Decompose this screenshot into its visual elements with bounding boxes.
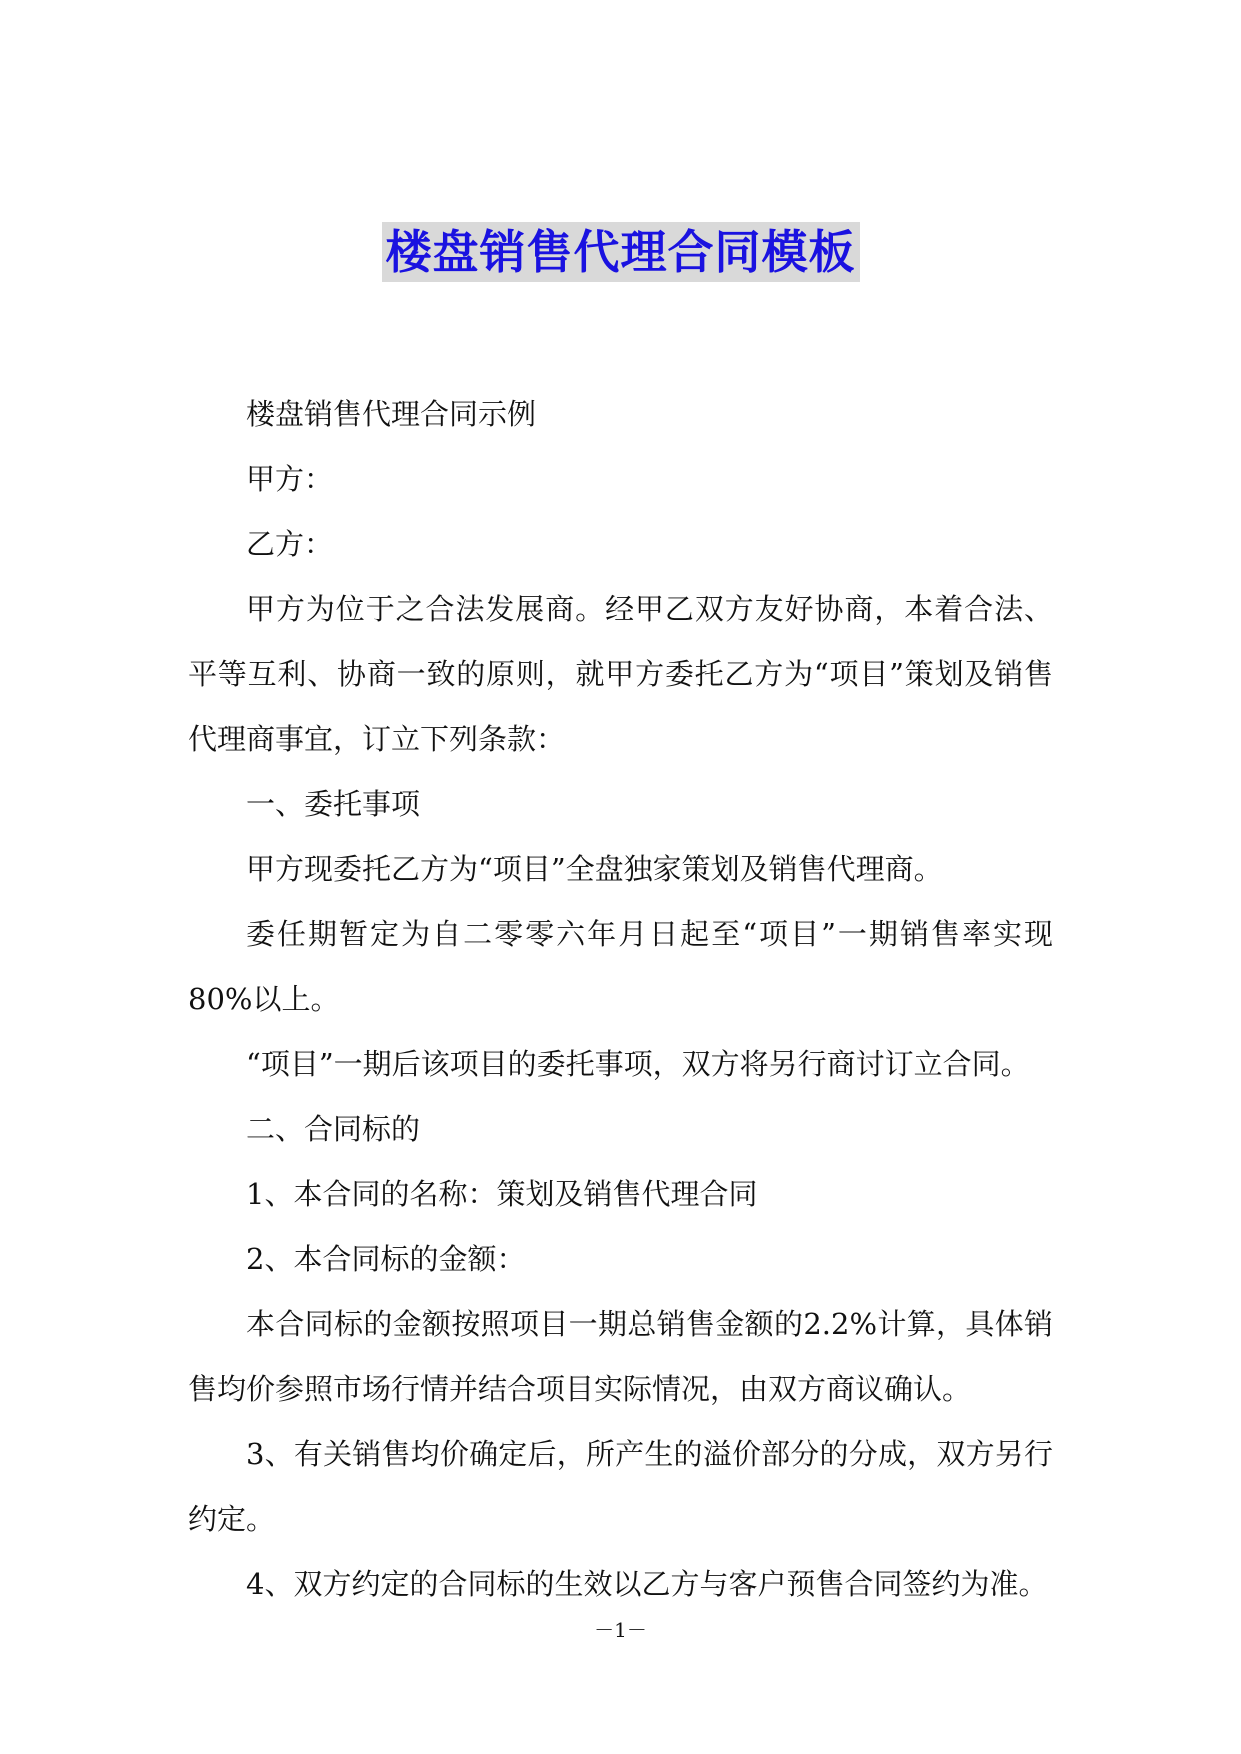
paragraph: 二、合同标的 xyxy=(246,1112,421,1146)
paragraph: 乙方： xyxy=(246,527,334,561)
page-number: －1－ xyxy=(594,1618,647,1642)
paragraph: 本合同标的金额按照项目一期总销售金额的2.2%计算，具体销售均价参照市场行情并结合项目实际情况，由双方商议确认。 xyxy=(188,1307,1053,1406)
document-title: 楼盘销售代理合同模板 xyxy=(382,222,860,282)
paragraph: 甲方现委托乙方为“项目”全盘独家策划及销售代理商。 xyxy=(246,852,943,886)
paragraph: 4、双方约定的合同标的生效以乙方与客户预售合同签约为准。 xyxy=(246,1567,1048,1601)
paragraph: 甲方： xyxy=(246,462,334,496)
paragraph: 3、有关销售均价确定后，所产生的溢价部分的分成，双方另行约定。 xyxy=(188,1437,1053,1536)
paragraph: 委任期暂定为自二零零六年月日起至“项目”一期销售率实现80%以上。 xyxy=(188,917,1053,1016)
paragraph: 楼盘销售代理合同示例 xyxy=(246,397,537,431)
paragraph: 2、本合同标的金额： xyxy=(246,1242,526,1276)
title-container xyxy=(0,222,1241,282)
document-body xyxy=(188,382,1053,1617)
paragraph: 一、委托事项 xyxy=(246,787,421,821)
paragraph: 甲方为位于之合法发展商。经甲乙双方友好协商，本着合法、平等互利、协商一致的原则，就甲方委托乙方为“项目”策划及销售代理商事宜，订立下列条款： xyxy=(188,592,1053,756)
paragraph: “项目”一期后该项目的委托事项，双方将另行商讨订立合同。 xyxy=(246,1047,1030,1081)
paragraph: 1、本合同的名称：策划及销售代理合同 xyxy=(246,1177,758,1211)
